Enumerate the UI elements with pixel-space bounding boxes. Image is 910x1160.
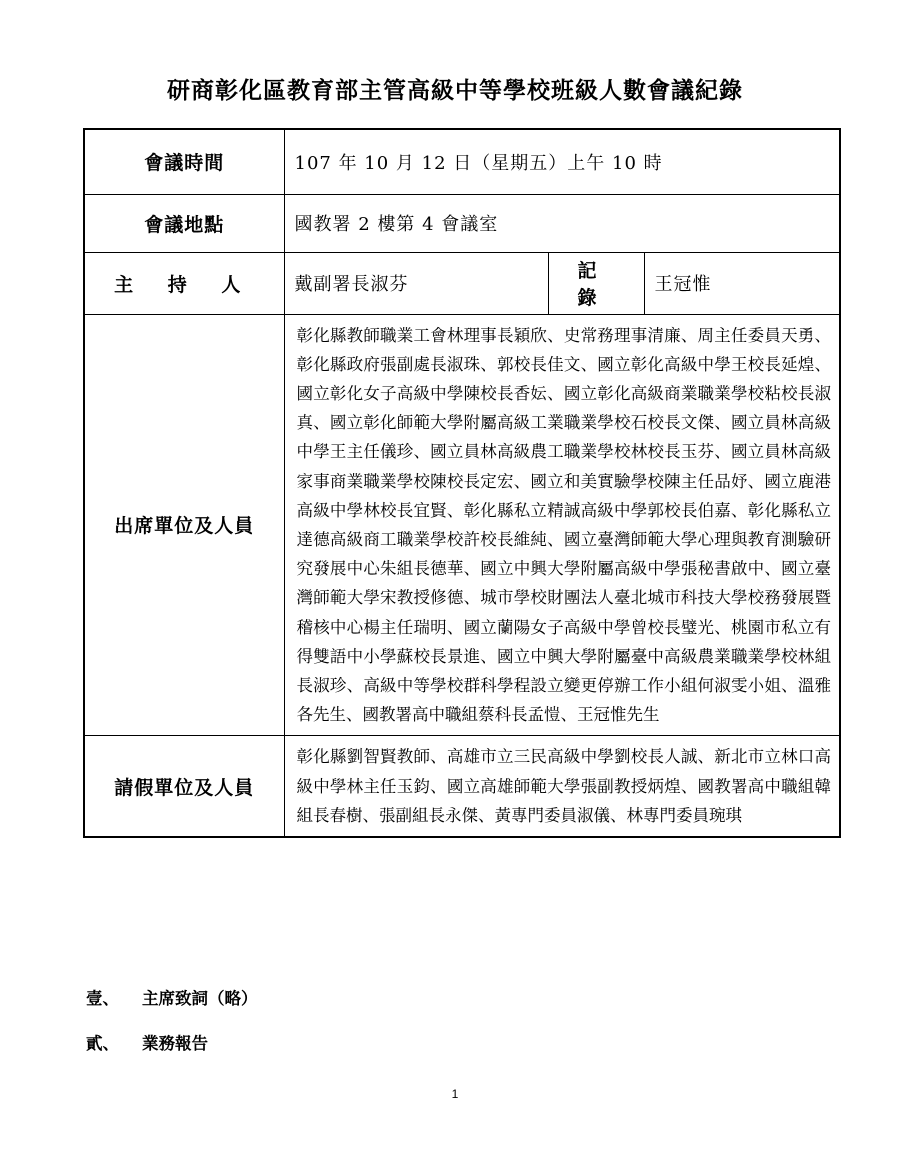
row-absentees xyxy=(84,736,840,837)
section-2 xyxy=(86,1030,208,1054)
section-1 xyxy=(86,985,258,1009)
meeting-time-value: 107 年 10 月 12 日（星期五）上午 10 時 xyxy=(284,129,840,194)
row-meeting-place xyxy=(84,194,840,252)
meeting-place-value: 國教署 2 樓第 4 會議室 xyxy=(284,194,840,252)
meeting-place-label: 會議地點 xyxy=(84,194,284,252)
meeting-info-table xyxy=(83,128,841,838)
recorder-label: 記 錄 xyxy=(548,252,644,314)
document-title: 研商彰化區教育部主管高級中等學校班級人數會議紀錄 xyxy=(167,78,743,104)
row-attendees xyxy=(84,314,840,736)
page-number: 1 xyxy=(451,1087,459,1101)
row-host xyxy=(84,252,840,314)
recorder-value: 王冠惟 xyxy=(644,252,840,314)
section-2-text: 業務報告 xyxy=(142,1034,208,1053)
absentees-label: 請假單位及人員 xyxy=(84,736,284,837)
attendees-label: 出席單位及人員 xyxy=(84,314,284,736)
absentees-list: 彰化縣劉智賢教師、高雄市立三民高級中學劉校長人誠、新北市立林口高級中學林主任玉鈞、國立高雄師範大學張副教授炳煌、國教署高中職組韓組長春樹、張副組長永傑、黃專門委員淑儀、林專門委員琬琪 xyxy=(284,736,840,837)
row-meeting-time xyxy=(84,129,840,194)
meeting-time-label: 會議時間 xyxy=(84,129,284,194)
section-2-number: 貳、 xyxy=(86,1034,119,1053)
host-label: 主 持 人 xyxy=(84,252,284,314)
section-1-number: 壹、 xyxy=(86,989,119,1008)
attendees-list: 彰化縣教師職業工會林理事長穎欣、史常務理事清廉、周主任委員天勇、彰化縣政府張副處長淑珠、郭校長佳文、國立彰化高級中學王校長延煌、國立彰化女子高級中學陳校長香妘、國立彰化高級商業職業學校粘校長淑真、國立彰化師範大學附屬高級工業職業學校石校長文傑、國立員林高級中學王主任儀珍、國立員林高級農工職業學校林校長玉芬、國立員林高級家事商業職業學校陳校長定宏、國立和美實驗學校陳主任品妤、國立鹿港高級中學林校長宜賢、彰化縣私立精誠高級中學郭校長伯嘉、彰化縣私立達德高級商工職業學校許校長維純、國立臺灣師範大學心理與教育測驗研究發展中心朱組長德華、國立中興大學附屬高級中學張秘書啟中、國立臺灣師範大學宋教授修德、城市學校財團法人臺北城市科技大學校務發展暨稽核中心楊主任瑞明、國立蘭陽女子高級中學曾校長璧光、桃園市私立有得雙語中小學蘇校長景進、國立中興大學附屬臺中高級農業職業學校林組長淑珍、高級中等學校群科學程設立變更停辦工作小組何淑雯小姐、溫雅各先生、國教署高中職組蔡科長孟愷、王冠惟先生 xyxy=(284,314,840,736)
section-1-text: 主席致詞（略） xyxy=(142,989,258,1008)
host-value: 戴副署長淑芬 xyxy=(284,252,548,314)
